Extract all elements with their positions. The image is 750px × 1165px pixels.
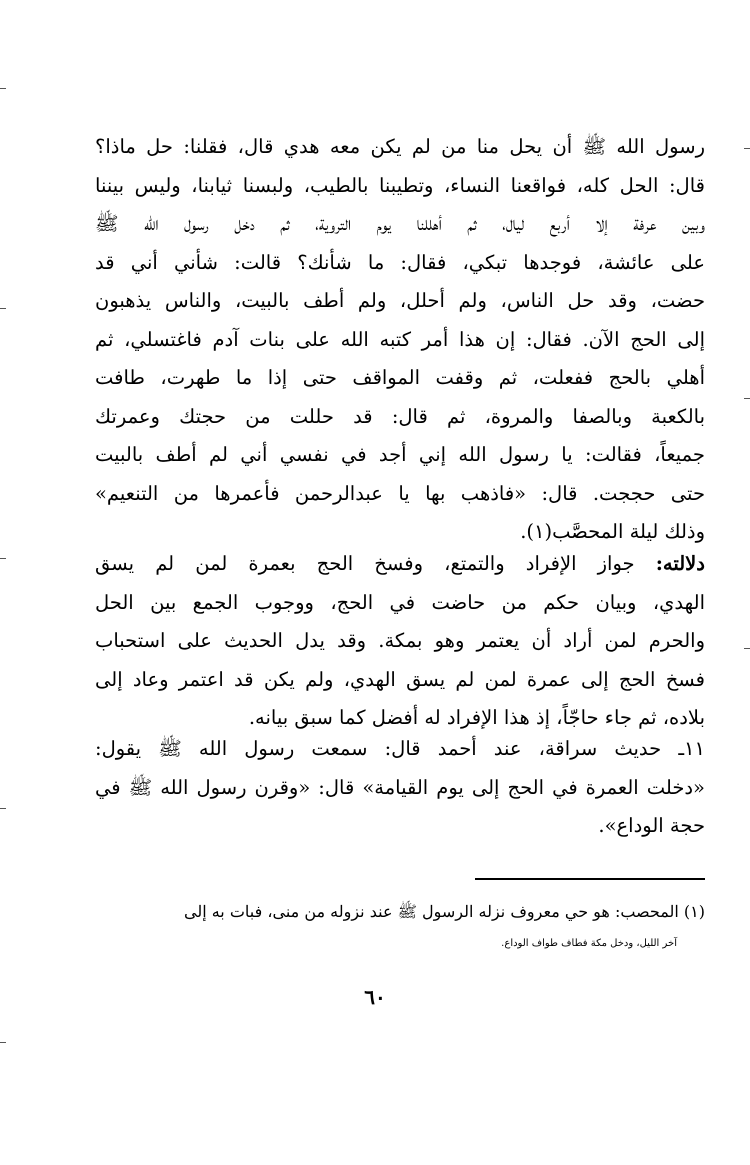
scan-margin-mark: [744, 148, 750, 149]
scan-margin-mark: [744, 648, 750, 649]
scan-margin-mark: [0, 808, 6, 809]
dalalah-paragraph: [95, 545, 705, 738]
text-line: على عائشة، فوجدها تبكي، فقال: ما شأنك؟ قالت: شأني أني قد: [95, 250, 705, 274]
text-line: وبين عرفة إلا أربع ليال، ثم أهللنا يوم التروية، ثم دخل رسول الله ﷺ: [95, 212, 705, 235]
text-line: «دخلت العمرة في الحج إلى يوم القيامة» قال: «وقرن رسول الله ﷺ في: [95, 775, 705, 799]
footnote: [95, 896, 705, 960]
text-line: بلاده، ثم جاء حاجّاً، إذ هذا الإفراد له أفضل كما سبق بيانه.: [248, 706, 705, 729]
page-number: ٦٠: [364, 985, 386, 1009]
scan-margin-mark: [0, 558, 6, 559]
text-line: أهلي بالحج ففعلت، ثم وقفت المواقف حتى إذا ما طهرت، طافت: [95, 366, 705, 389]
text-run: جواز الإفراد والتمتع، وفسخ الحج بعمرة لمن لم يسق: [95, 552, 635, 575]
text-line: فسخ الحج إلى عمرة لمن لم يسق الهدي، ولم يكن قد اعتمر وعاد إلى: [95, 667, 705, 691]
text-line: رسول الله ﷺ أن يحل منا من لم يكن معه هدي قال، فقلنا: حل ماذا؟: [95, 135, 705, 158]
scan-margin-mark: [0, 1042, 6, 1043]
text-line: جميعاً، فقالت: يا رسول الله إني أجد في نفسي أني لم أطف بالبيت: [95, 443, 705, 466]
footnote-line: (١) المحصب: هو حي معروف نزله الرسول ﷺ عند نزوله من منى، فبات به إلى: [183, 902, 705, 921]
hadith-10-paragraph: [95, 128, 705, 552]
scan-margin-mark: [0, 88, 6, 89]
footnote-line: آخر الليل، ودخل مكة فطاف طواف الوداع.: [501, 938, 677, 949]
text-line: إلى الحج الآن. فقال: إن هذا أمر كتبه الله على بنات آدم فاغتسلي، ثم: [95, 327, 705, 351]
text-line: قال: الحل كله، فواقعنا النساء، وتطيبنا بالطيب، ولبسنا ثيابنا، وليس بيننا: [95, 173, 705, 197]
text-line: الهدي، وبيان حكم من حاضت في الحج، ووجوب الجمع بين الحل: [95, 590, 705, 614]
text-line: حضت، وقد حل الناس، ولم أحلل، ولم أطف بالبيت، والناس يذهبون: [95, 289, 705, 312]
scan-margin-mark: [0, 308, 6, 309]
text-line: والحرم لمن أراد أن يعتمر وهو بمكة. وقد يدل الحديث على استحباب: [95, 629, 705, 652]
dalalah-heading: دلالته:: [655, 552, 705, 575]
text-line-with-lead: [95, 545, 705, 584]
text-line: ١١ـ حديث سراقة، عند أحمد قال: سمعت رسول الله ﷺ يقول:: [95, 737, 705, 760]
text-line: بالكعبة وبالصفا والمروة، ثم قال: قد حللت من حجتك وعمرتك: [95, 404, 705, 428]
scan-margin-mark: [744, 398, 750, 399]
text-line: حجة الوداع».: [598, 814, 705, 837]
footnote-separator: [475, 878, 705, 880]
hadith-11-paragraph: [95, 730, 705, 846]
text-line: وذلك ليلة المحصَّب(١).: [520, 520, 705, 543]
text-line: حتى حججت. قال: «فاذهب بها يا عبدالرحمن فأعمرها من التنعيم»: [95, 481, 705, 505]
